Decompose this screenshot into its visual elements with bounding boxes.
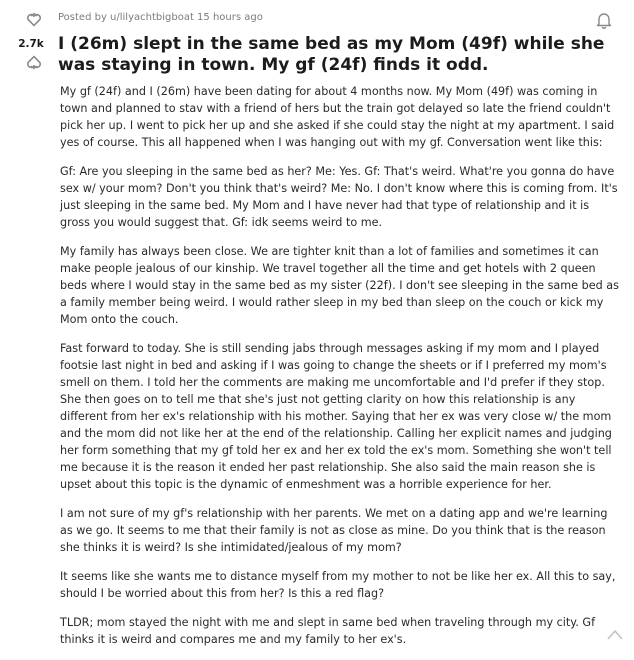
body-paragraph: TLDR; mom stayed the night with me and slept in same bed when traveling through my city. Gf thinks it is weird and compares me and my family to her ex's. — [60, 616, 596, 646]
upvote-icon[interactable] — [26, 12, 42, 28]
downvote-icon[interactable] — [26, 54, 42, 70]
body-paragraph: My gf (24f) and I (26m) have been dating for about 4 months now. My Mom (49f) was coming in town and planned to stav with a friend of hers but the train got delayed so late the friend couldn't pick her up. I went to pick her up and she asked if she could stay the night at my apartment. I said yes of course. This all happened when I was hanging out with my gf. Conversation went like this: — [60, 85, 615, 149]
vote-score: 2.7k — [18, 38, 44, 50]
body-paragraph: My family has always been close. We are tighter knit than a lot of families and sometimes it can make people jealous of our kinship. We travel together all the time and get hotels with 2 queen beds where I would stay in the same bed as my sister (22f). I don't see sleeping in the same bed as a family member being weird. I would rather sleep in my bed than sleep on the couch or kick my Mom onto the couch. — [60, 245, 619, 326]
body-paragraph: Gf: Are you sleeping in the same bed as her? Me: Yes. Gf: That's weird. What're you gonna do have sex w/ your mom? Don't you think that's weird? Me: No. I don't know where this is coming from. It's just sleeping in the same bed. My Mom and I have never had that type of relationship and it is gross you would suggest that. Gf: idk seems weird to me. — [60, 165, 618, 229]
post-meta: Posted by u/lilyachtbigboat 15 hours ago — [58, 12, 263, 23]
body-paragraph: Fast forward to today. She is still sending jabs through messages asking if my mom and I played footsie last night in bed and asking if I was going to change the sheets or if I preferred my mom's smell on them. I told her the comments are making me uncomfortable and I'd prefer if they stop. She then goes on to tell me that she's just not getting clarity on how this relationship is any different from her ex's relationship with his mother. Saying that her ex was very close w/ the mom and the mom did not like her at the end of the relationship. Calling her explicit names and judging her form something that my gf told her ex and her ex told the ex's mom. Something she won't tell me because it is the reason it ended her past relationship. She also said the main reason she is upset about this topic is the dynamic of enmeshment was a horrible experience for her. — [60, 342, 612, 491]
vote-column — [0, 0, 60, 643]
overflow-icon — [606, 627, 624, 641]
post-title[interactable]: I (26m) slept in the same bed as my Mom (49f) while she was staying in town. My gf (24f) finds it odd. — [58, 34, 605, 75]
notification-bell-icon[interactable] — [596, 11, 612, 29]
body-paragraph: It seems like she wants me to distance myself from my mother to not be like her ex. All this to say, should I be worried about this from her? Is this a red flag? — [60, 570, 616, 600]
post-body — [60, 83, 620, 660]
body-paragraph: I am not sure of my gf's relationship with her parents. We met on a dating app and we're learning as we go. It seems to me that their family is not as close as mine. Do you think that is the reason she thinks it is weird? Is she intimidated/jealous of my mom? — [60, 507, 608, 554]
